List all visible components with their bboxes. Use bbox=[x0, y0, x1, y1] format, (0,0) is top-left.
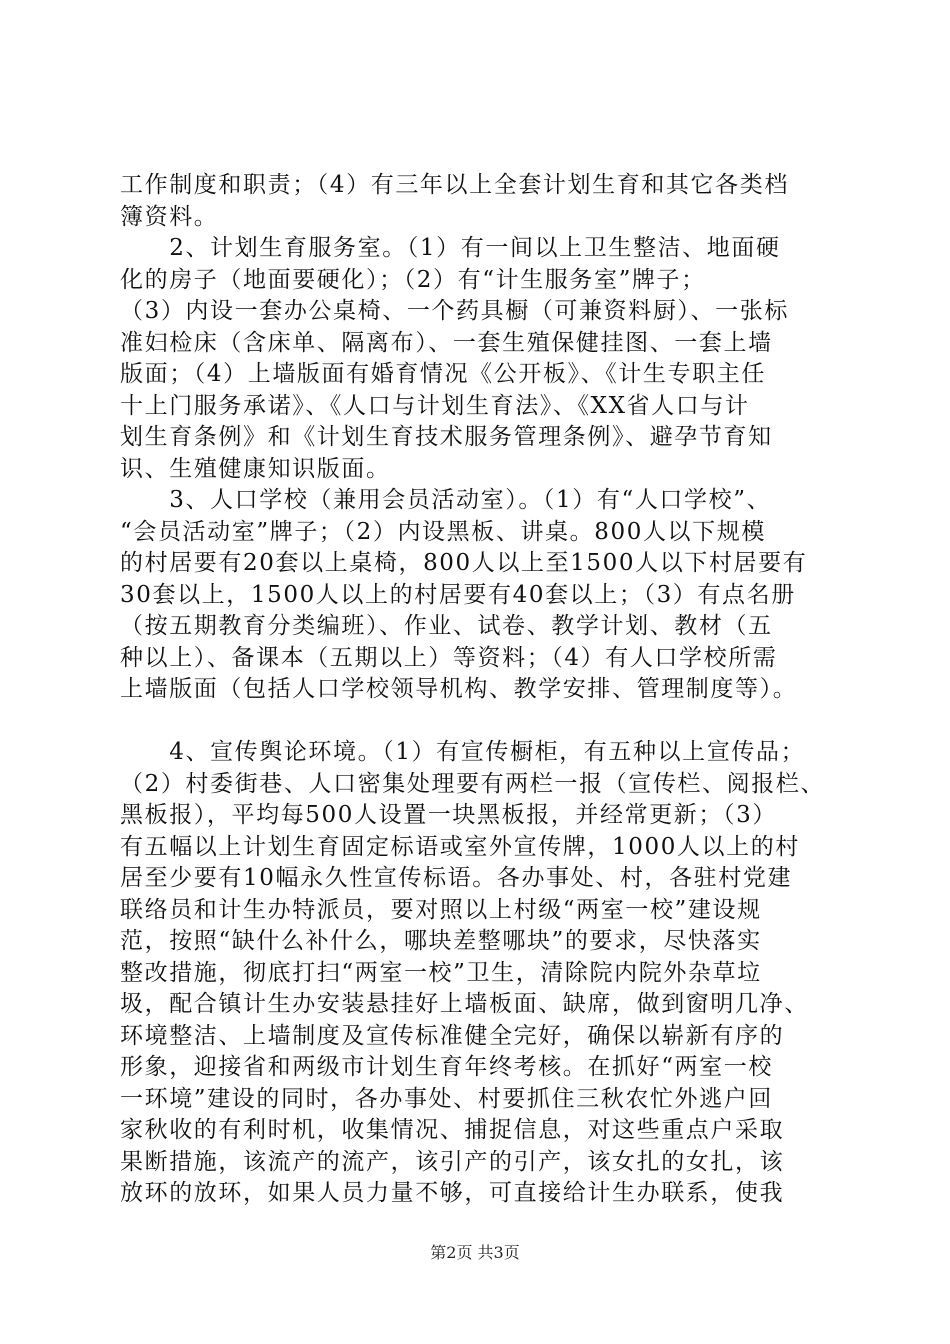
text-line: 准妇检床（含床单、隔离布）、一套生殖保健挂图、一套上墙 bbox=[120, 329, 773, 356]
text-line: 4、宣传舆论环境。（1）有宣传橱柜，有五种以上宣传品； bbox=[120, 739, 806, 765]
text-line: 种以上）、备课本（五期以上）等资料；（4）有人口学校所需 bbox=[120, 644, 778, 671]
text-line: 范，按照“缺什么补什么，哪块差整哪块”的要求，尽快落实 bbox=[120, 928, 762, 954]
text-line: 整改措施，彻底打扫“两室一校”卫生，清除院内院外杂草垃 bbox=[120, 959, 762, 986]
text-line: 居至少要有10幅永久性宣传标语。各办事处、村，各驻村党建 bbox=[120, 865, 793, 891]
text-line: 形象，迎接省和两级市计划生育年终考核。在抓好“两室一校 bbox=[120, 1054, 773, 1080]
text-line: 有五幅以上计划生育固定标语或室外宣传牌，1000人以上的村 bbox=[120, 833, 800, 860]
text-line: 联络员和计生办特派员，要对照以上村级“两室一校”建设规 bbox=[120, 896, 762, 923]
text-line: （按五期教育分类编班）、作业、试卷、教学计划、教材（五 bbox=[120, 613, 773, 639]
text-line: 圾，配合镇计生办安装悬挂好上墙板面、缺席，做到窗明几净、 bbox=[120, 991, 809, 1017]
text-line: 上墙版面（包括人口学校领导机构、教学安排、管理制度等）。 bbox=[120, 676, 798, 702]
text-line: 家秋收的有利时机，收集情况、捕捉信息，对这些重点户采取 bbox=[120, 1117, 785, 1143]
text-line: 2、计划生育服务室。（1）有一间以上卫生整洁、地面硬 bbox=[120, 235, 781, 261]
text-line: 工作制度和职责；（4）有三年以上全套计划生育和其它各类档 bbox=[120, 172, 789, 198]
text-line: 3、人口学校（兼用会员活动室）。（1）有“人口学校”、 bbox=[120, 487, 772, 513]
text-line: 黑板报），平均每500人设置一块黑板报，并经常更新；（3） bbox=[120, 802, 777, 828]
text-line: 十上门服务承诺》、《人口与计划生育法》、《XX省人口与计 bbox=[120, 392, 750, 419]
text-line: 划生育条例》和《计划生育技术服务管理条例》、避孕节育知 bbox=[120, 424, 773, 450]
text-line: 版面；（4）上墙版面有婚育情况《公开板》、《计生专职主任 bbox=[120, 361, 766, 387]
text-line: 30套以上，1500人以上的村居要有40套以上；（3）有点名册 bbox=[120, 581, 796, 608]
text-line: （3）内设一套办公桌椅、一个药具橱（可兼资料厨）、一张标 bbox=[120, 298, 789, 324]
text-line: 果断措施，该流产的流产，该引产的引产，该女扎的女扎，该 bbox=[120, 1148, 785, 1175]
text-line: 识、生殖健康知识版面。 bbox=[120, 455, 391, 482]
text-line: 环境整洁、上墙制度及宣传标准健全完好，确保以崭新有序的 bbox=[120, 1022, 785, 1049]
text-line: “会员活动室”牌子；（2）内设黑板、讲桌。800人以下规模 bbox=[120, 518, 766, 545]
text-line: 化的房子（地面要硬化）；（2）有“计生服务室”牌子； bbox=[120, 266, 706, 293]
text-line: 的村居要有20套以上桌椅，800人以上至1500人以下村居要有 bbox=[120, 550, 808, 576]
text-line: （2）村委街巷、人口密集处理要有两栏一报（宣传栏、阅报栏、 bbox=[120, 770, 826, 797]
document-body bbox=[120, 170, 850, 1210]
page-footer: 第2页 共3页 bbox=[430, 1243, 520, 1262]
text-line: 放环的放环，如果人员力量不够，可直接给计生办联系，使我 bbox=[120, 1180, 785, 1206]
text-line: 一环境”建设的同时，各办事处、村要抓住三秋农忙外逃户回 bbox=[120, 1085, 773, 1112]
paragraph-gap bbox=[120, 706, 850, 738]
text-line: 簿资料。 bbox=[120, 203, 219, 230]
